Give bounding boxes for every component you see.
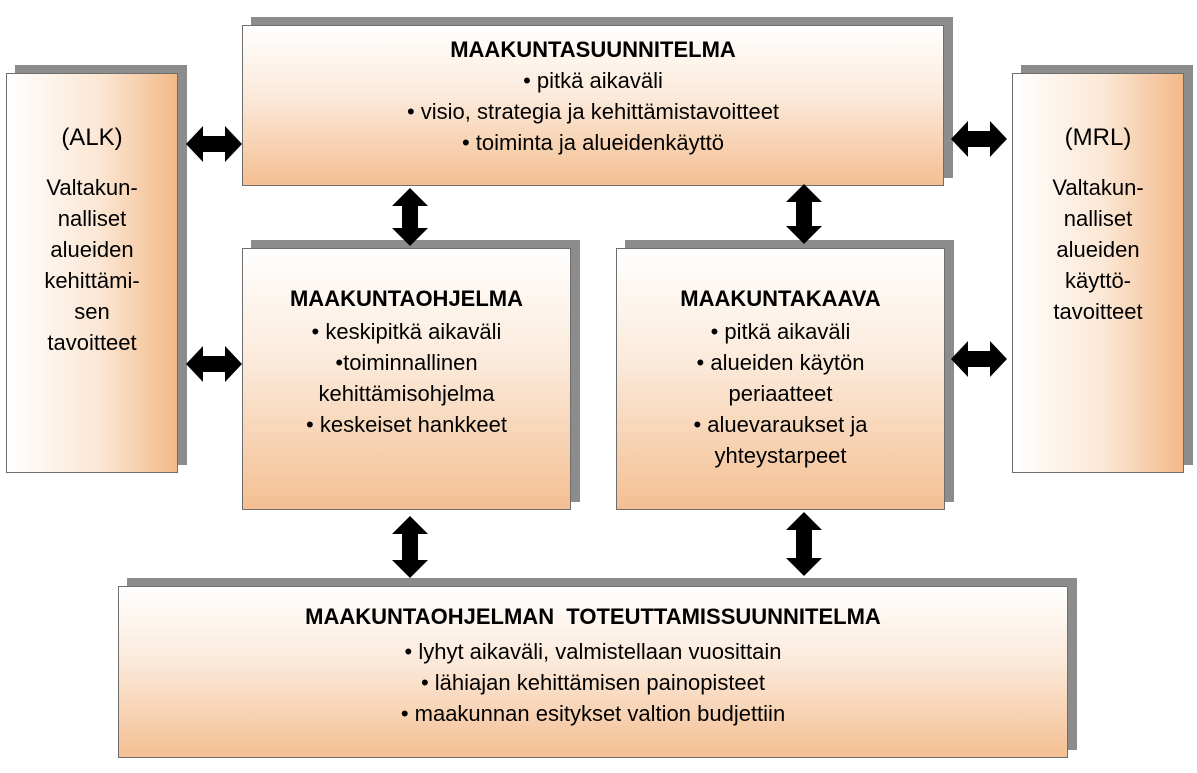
mrl-box [1012, 73, 1184, 473]
maakuntasuunnitelma-item-1: • pitkä aikaväli [523, 68, 663, 93]
double-arrow-vertical-icon [784, 512, 824, 576]
maakuntaohjelma-item-2: •toiminnallinen [335, 350, 478, 375]
alk-line-4: kehittämi- [44, 268, 140, 293]
double-arrow-horizontal-icon [186, 124, 242, 164]
maakuntasuunnitelma-item-3: • toiminta ja alueidenkäyttö [461, 130, 725, 155]
mrl-line-2: nalliset [1063, 206, 1133, 231]
maakuntakaava-item-4: • aluevaraukset ja [693, 412, 868, 437]
maakuntakaava-title: MAAKUNTAKAAVA [680, 286, 881, 311]
double-arrow-horizontal-icon [951, 339, 1007, 379]
toteuttamissuunnitelma-title: MAAKUNTAOHJELMAN TOTEUTTAMISSUUNNITELMA [305, 604, 881, 629]
alk-line-1: Valtakun- [46, 175, 138, 200]
maakuntaohjelma-item-4: • keskeiset hankkeet [306, 412, 507, 437]
alk-line-3: alueiden [50, 237, 134, 262]
maakuntasuunnitelma-box [242, 25, 944, 186]
maakuntaohjelma-title: MAAKUNTAOHJELMA [289, 286, 524, 311]
maakuntaohjelma-item-3: kehittämisohjelma [318, 381, 495, 406]
toteuttamissuunnitelma-box [118, 586, 1068, 758]
mrl-title: (MRL) [1064, 124, 1132, 151]
maakuntaohjelma-box [242, 248, 571, 510]
alk-line-2: nalliset [57, 206, 127, 231]
maakuntasuunnitelma-title: MAAKUNTASUUNNITELMA [450, 37, 736, 62]
toteuttamissuunnitelma-item-1: • lyhyt aikaväli, valmistellaan vuosittain [404, 639, 782, 664]
mrl-line-3: alueiden [1056, 237, 1140, 262]
maakuntasuunnitelma-item-2: • visio, strategia ja kehittämistavoitteet [406, 99, 780, 124]
maakuntakaava-item-1: • pitkä aikaväli [710, 319, 851, 344]
double-arrow-vertical-icon [390, 516, 430, 578]
maakuntakaava-item-2: • alueiden käytön [696, 350, 865, 375]
mrl-line-4: käyttö- [1064, 268, 1132, 293]
alk-title: (ALK) [61, 124, 123, 151]
alk-box [6, 73, 178, 473]
alk-line-5: sen [74, 299, 110, 324]
alk-line-6: tavoitteet [47, 330, 137, 355]
double-arrow-horizontal-icon [951, 119, 1007, 159]
double-arrow-horizontal-icon [186, 344, 242, 384]
maakuntakaava-box [616, 248, 945, 510]
maakuntakaava-item-3: periaatteet [728, 381, 833, 406]
toteuttamissuunnitelma-item-2: • lähiajan kehittämisen painopisteet [420, 670, 766, 695]
maakuntaohjelma-item-1: • keskipitkä aikaväli [311, 319, 502, 344]
mrl-line-1: Valtakun- [1052, 175, 1144, 200]
double-arrow-vertical-icon [784, 184, 824, 244]
toteuttamissuunnitelma-item-3: • maakunnan esitykset valtion budjettiin [400, 701, 786, 726]
maakuntakaava-item-5: yhteystarpeet [714, 443, 847, 468]
mrl-line-5: tavoitteet [1053, 299, 1143, 324]
double-arrow-vertical-icon [390, 188, 430, 246]
